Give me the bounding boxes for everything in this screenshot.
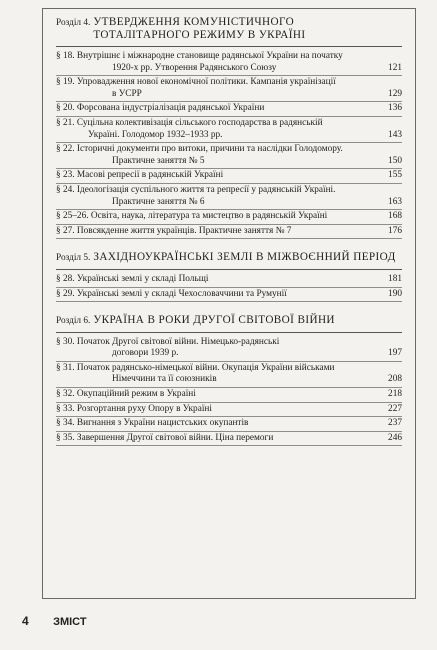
page-number: 208	[388, 374, 402, 385]
entry-title-continuation: 1920-х рр. Утворення Радянського Союзу	[112, 62, 277, 73]
section-title: УКРАЇНА В РОКИ ДРУГОЇ СВІТОВОЇ ВІЙНИ	[93, 314, 335, 327]
footer-label: ЗМІСТ	[53, 616, 87, 628]
entry-title: § 34. Вигнання з України нацистських окупантів	[56, 418, 249, 429]
entry-title-continuation: договори 1939 р.	[112, 348, 179, 359]
section-number: Розділ 4.	[56, 18, 91, 28]
toc-entry	[56, 210, 402, 225]
page-number: 150	[388, 155, 402, 166]
entry-title: § 23. Масові репресії в радянській Україні	[56, 170, 224, 181]
toc-entry	[56, 184, 402, 210]
page-number: 176	[388, 225, 402, 236]
section-6	[56, 314, 402, 446]
page-number: 197	[388, 348, 402, 359]
section-title: УТВЕРДЖЕННЯ КОМУНІСТИЧНОГО ТОТАЛІТАРНОГО РЕЖИМУ В УКРАЇНІ	[93, 16, 306, 41]
entry-title: § 24. Ідеологізація суспільного життя та репресії у радянській Україні.	[56, 184, 336, 195]
table-of-contents	[56, 16, 402, 458]
section-heading	[56, 314, 402, 328]
footer-page-number: 4	[22, 614, 29, 628]
page-number: 218	[388, 389, 402, 400]
page-number: 181	[388, 273, 402, 284]
toc-entry	[56, 117, 402, 143]
toc-entry	[56, 403, 402, 418]
section-rule	[56, 269, 402, 270]
entry-title-continuation: Практичне заняття № 5	[112, 155, 205, 166]
section-title: ЗАХІДНОУКРАЇНСЬКІ ЗЕМЛІ В МІЖВОЄННИЙ ПЕРІОД	[93, 251, 396, 264]
page-number: 163	[388, 196, 402, 207]
page-number: 227	[388, 403, 402, 414]
page-number: 237	[388, 418, 402, 429]
entry-title: § 21. Суцільна колективізація сільського господарства в радянській	[56, 117, 323, 128]
entry-title: § 30. Початок Другої світової війни. Німецько-радянські	[56, 336, 280, 347]
entry-title: § 35. Завершення Другої світової війни. Ціна перемоги	[56, 432, 274, 443]
section-number: Розділ 5.	[56, 253, 91, 264]
page-footer	[22, 614, 222, 628]
page-number: 168	[388, 211, 402, 222]
section-rule	[56, 332, 402, 333]
section-rule	[56, 46, 402, 47]
entry-title: § 32. Окупаційний режим в Україні	[56, 389, 196, 400]
page-number: 143	[388, 129, 402, 140]
entry-title-continuation: Україні. Голодомор 1932–1933 рр.	[88, 129, 223, 140]
entry-title: § 27. Повсякденне життя українців. Практичне заняття № 7	[56, 225, 292, 236]
entry-title: § 19. Упровадження нової економічної політики. Кампанія українізації	[56, 77, 336, 88]
toc-entry	[56, 169, 402, 184]
page-number: 190	[388, 288, 402, 299]
toc-entry	[56, 50, 402, 76]
entry-title: § 31. Початок радянсько-німецької війни. Окупація України військами	[56, 362, 335, 373]
entry-title: § 29. Українські землі у складі Чехословаччини та Румунії	[56, 288, 287, 299]
toc-entry	[56, 417, 402, 432]
entry-title: § 33. Розгортання руху Опору в Україні	[56, 403, 212, 414]
entry-title: § 28. Українські землі у складі Польщі	[56, 273, 209, 284]
section-5	[56, 251, 402, 302]
toc-entry	[56, 362, 402, 388]
entry-title-continuation: Німеччини та її союзників	[112, 374, 217, 385]
toc-entry	[56, 336, 402, 362]
toc-entry	[56, 273, 402, 288]
page-number: 155	[388, 170, 402, 181]
toc-entry	[56, 102, 402, 117]
entry-title-continuation: Практичне заняття № 6	[112, 196, 205, 207]
page-number: 136	[388, 103, 402, 114]
page-number: 121	[388, 62, 402, 73]
section-heading	[56, 251, 402, 265]
toc-entry	[56, 143, 402, 169]
toc-entry	[56, 288, 402, 303]
entry-title: § 25–26. Освіта, наука, література та мистецтво в радянській Україні	[56, 211, 328, 222]
toc-entry	[56, 388, 402, 403]
section-4	[56, 16, 402, 239]
entry-title-continuation: в УСРР	[112, 88, 142, 99]
toc-entry	[56, 76, 402, 102]
page-number: 129	[388, 88, 402, 99]
page-number: 246	[388, 432, 402, 443]
entry-title: § 22. Історичні документи про витоки, причини та наслідки Голодомору.	[56, 144, 343, 155]
entry-title: § 20. Форсована індустріалізація радянської України	[56, 103, 265, 114]
toc-entry	[56, 225, 402, 240]
section-number: Розділ 6.	[56, 316, 91, 327]
toc-entry	[56, 432, 402, 447]
section-heading	[56, 16, 402, 42]
entry-title: § 18. Внутрішнє і міжнародне становище радянської України на початку	[56, 51, 343, 61]
